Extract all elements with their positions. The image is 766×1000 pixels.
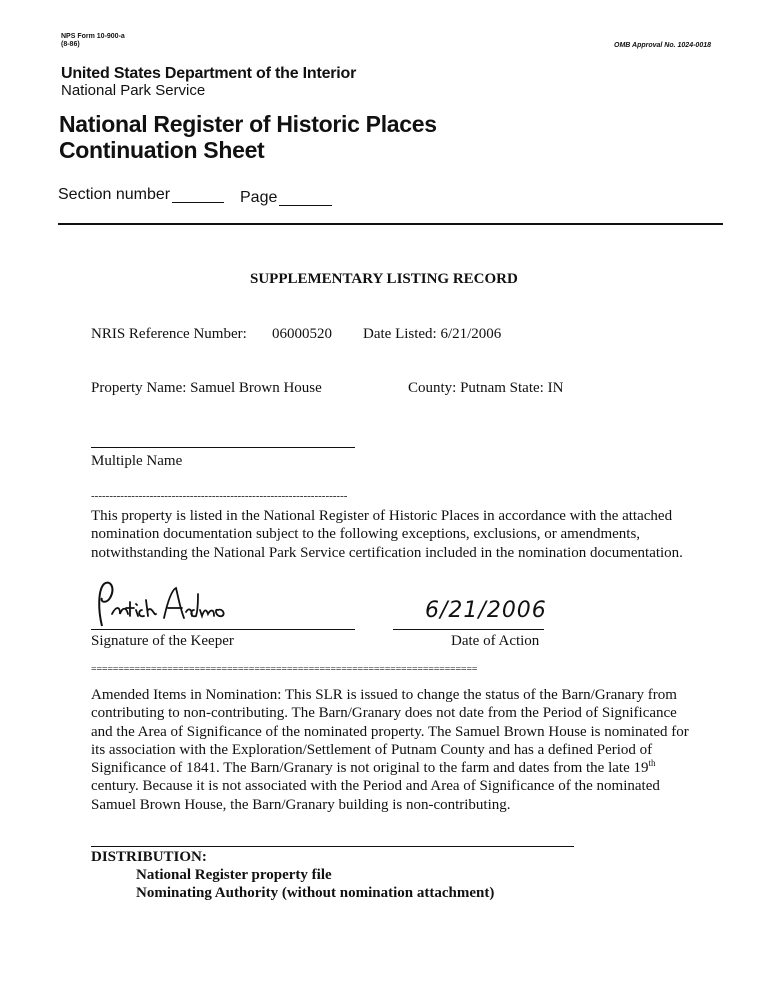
section-number-blank	[172, 202, 224, 203]
distribution-label: DISTRIBUTION:	[91, 849, 207, 865]
form-number: NPS Form 10-900-a	[61, 33, 125, 40]
date-of-action-label: Date of Action	[451, 633, 540, 649]
page-subtitle: Continuation Sheet	[59, 137, 265, 163]
listing-statement: This property is listed in the National Register of Historic Places in accordance with the attached nomination documentation subject to the following exceptions, exclusions, or amendments, notwithstanding the National Park Service certification included in the nomination documentation.	[91, 508, 683, 561]
page-title: National Register of Historic Places	[59, 111, 437, 137]
header-divider	[58, 223, 723, 225]
action-date: 6/21/2006	[425, 598, 547, 623]
nris-label: NRIS Reference Number:	[91, 326, 247, 342]
multiple-name-label: Multiple Name	[91, 453, 183, 469]
page-label: Page	[240, 189, 278, 206]
amended-text-start: Amended Items in Nomination: This SLR is issued to change the status of the Barn/Granary from contributing to non-contributing. The Barn/Granary does not date from the Period of Significance and the Area of Significance of the nominated property. The Samuel Brown House is nominated for its association with the Exploration/Settlement of Putnam County and has a defined Period of Significance of 1841. The Barn/Granary is not original to the farm and dates from the late 19	[91, 687, 689, 777]
date-of-action-line	[393, 629, 544, 630]
page-number-blank	[279, 205, 332, 206]
amended-items	[91, 686, 691, 814]
multiple-name-line	[91, 447, 355, 448]
signature-line	[91, 629, 355, 630]
signature-label: Signature of the Keeper	[91, 633, 234, 649]
dashed-rule: ----------------------------------------------------------------------	[91, 491, 348, 502]
nris-value: 06000520	[272, 326, 332, 342]
keeper-signature-text	[92, 596, 213, 619]
distribution-item: Nominating Authority (without nomination attachment)	[136, 885, 495, 901]
amended-text-end: century. Because it is not associated with the Period and Area of Significance of the nominated Samuel Brown House, the Barn/Granary building is non-contributing.	[91, 778, 660, 813]
distribution-item: National Register property file	[136, 867, 332, 883]
county-state: County: Putnam State: IN	[408, 380, 564, 396]
omb-approval: OMB Approval No. 1024-0018	[614, 42, 711, 49]
record-heading: SUPPLEMENTARY LISTING RECORD	[250, 271, 518, 287]
section-number-label: Section number	[58, 186, 171, 203]
department-name: United States Department of the Interior	[61, 65, 357, 82]
property-name: Property Name: Samuel Brown House	[91, 380, 322, 396]
form-date: (8-86)	[61, 41, 80, 48]
date-listed: Date Listed: 6/21/2006	[363, 326, 502, 342]
double-rule: =======================================================================	[91, 667, 478, 675]
form-number-block	[61, 33, 125, 49]
distribution-line	[91, 846, 574, 847]
agency-name: National Park Service	[61, 82, 206, 99]
amended-superscript: th	[648, 758, 656, 769]
